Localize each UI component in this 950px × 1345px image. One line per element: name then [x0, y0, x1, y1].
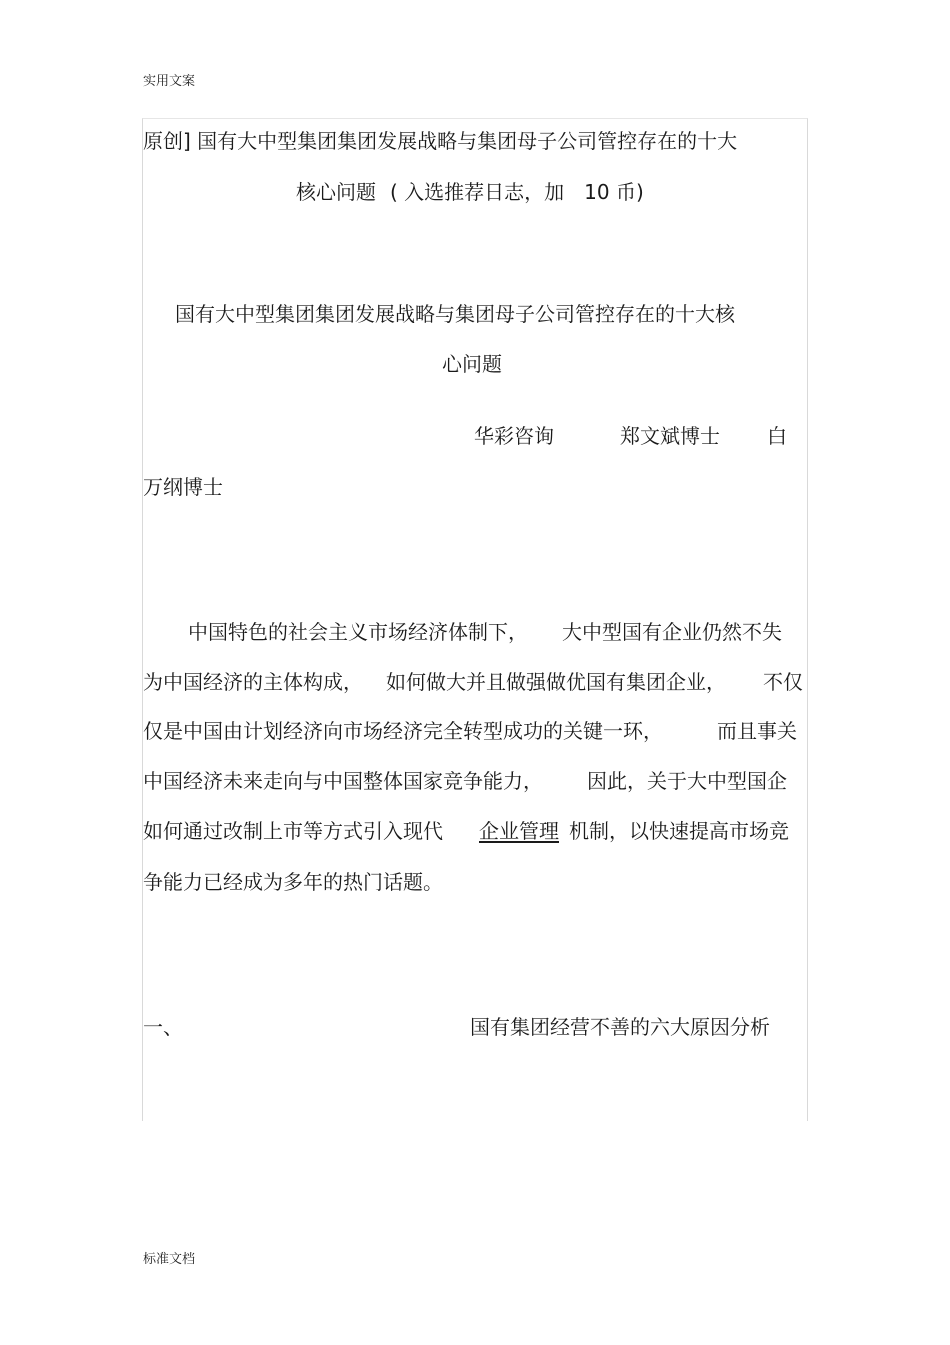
post-title-part-a: 核心问题 [296, 180, 376, 204]
author-1: 郑文斌博士 [620, 424, 720, 448]
section-number: 一、 [143, 1015, 183, 1039]
page-footer: 标准文档 [143, 1252, 196, 1267]
paragraph-line3a: 仅是中国由计划经济向市场经济完全转型成功的关键一环， [143, 719, 663, 743]
enterprise-management-link[interactable]: 企业管理 [479, 819, 559, 843]
post-title-line2 [296, 182, 644, 202]
paragraph-line4b: 因此，关于大中型国企 [587, 769, 787, 793]
paragraph-line5b: 机制，以快速提高市场竞 [569, 819, 789, 843]
author-org: 华彩咨询 [474, 424, 554, 448]
page-header: 实用文案 [143, 74, 196, 89]
paragraph-line1b: 大中型国有企业仍然不失 [562, 620, 782, 644]
paragraph-line2c: 不仅 [763, 670, 803, 694]
section-title: 国有集团经营不善的六大原因分析 [470, 1015, 770, 1039]
paragraph-line5a: 如何通过改制上市等方式引入现代 [143, 819, 443, 843]
paragraph-line3b: 而且事关 [717, 719, 797, 743]
paragraph-line6: 争能力已经成为多年的热门话题。 [143, 870, 443, 894]
post-title-part-c: 10 币) [584, 180, 644, 204]
paragraph-line4a: 中国经济未来走向与中国整体国家竞争能力， [143, 769, 543, 793]
paragraph-line2a: 为中国经济的主体构成， [143, 670, 363, 694]
paragraph-line1a: 中国特色的社会主义市场经济体制下， [188, 620, 528, 644]
post-title-part-b: ( 入选推荐日志，加 [390, 180, 565, 204]
article-heading-line1: 国有大中型集团集团发展战略与集团母子公司管控存在的十大核 [175, 302, 735, 326]
author-2-part1: 白 [767, 424, 787, 448]
author-2-part2: 万纲博士 [143, 475, 223, 499]
paragraph-line2b: 如何做大并且做强做优国有集团企业， [386, 670, 726, 694]
post-title-line1: 原创] 国有大中型集团集团发展战略与集团母子公司管控存在的十大 [143, 129, 738, 153]
article-heading-line2: 心问题 [442, 352, 502, 376]
